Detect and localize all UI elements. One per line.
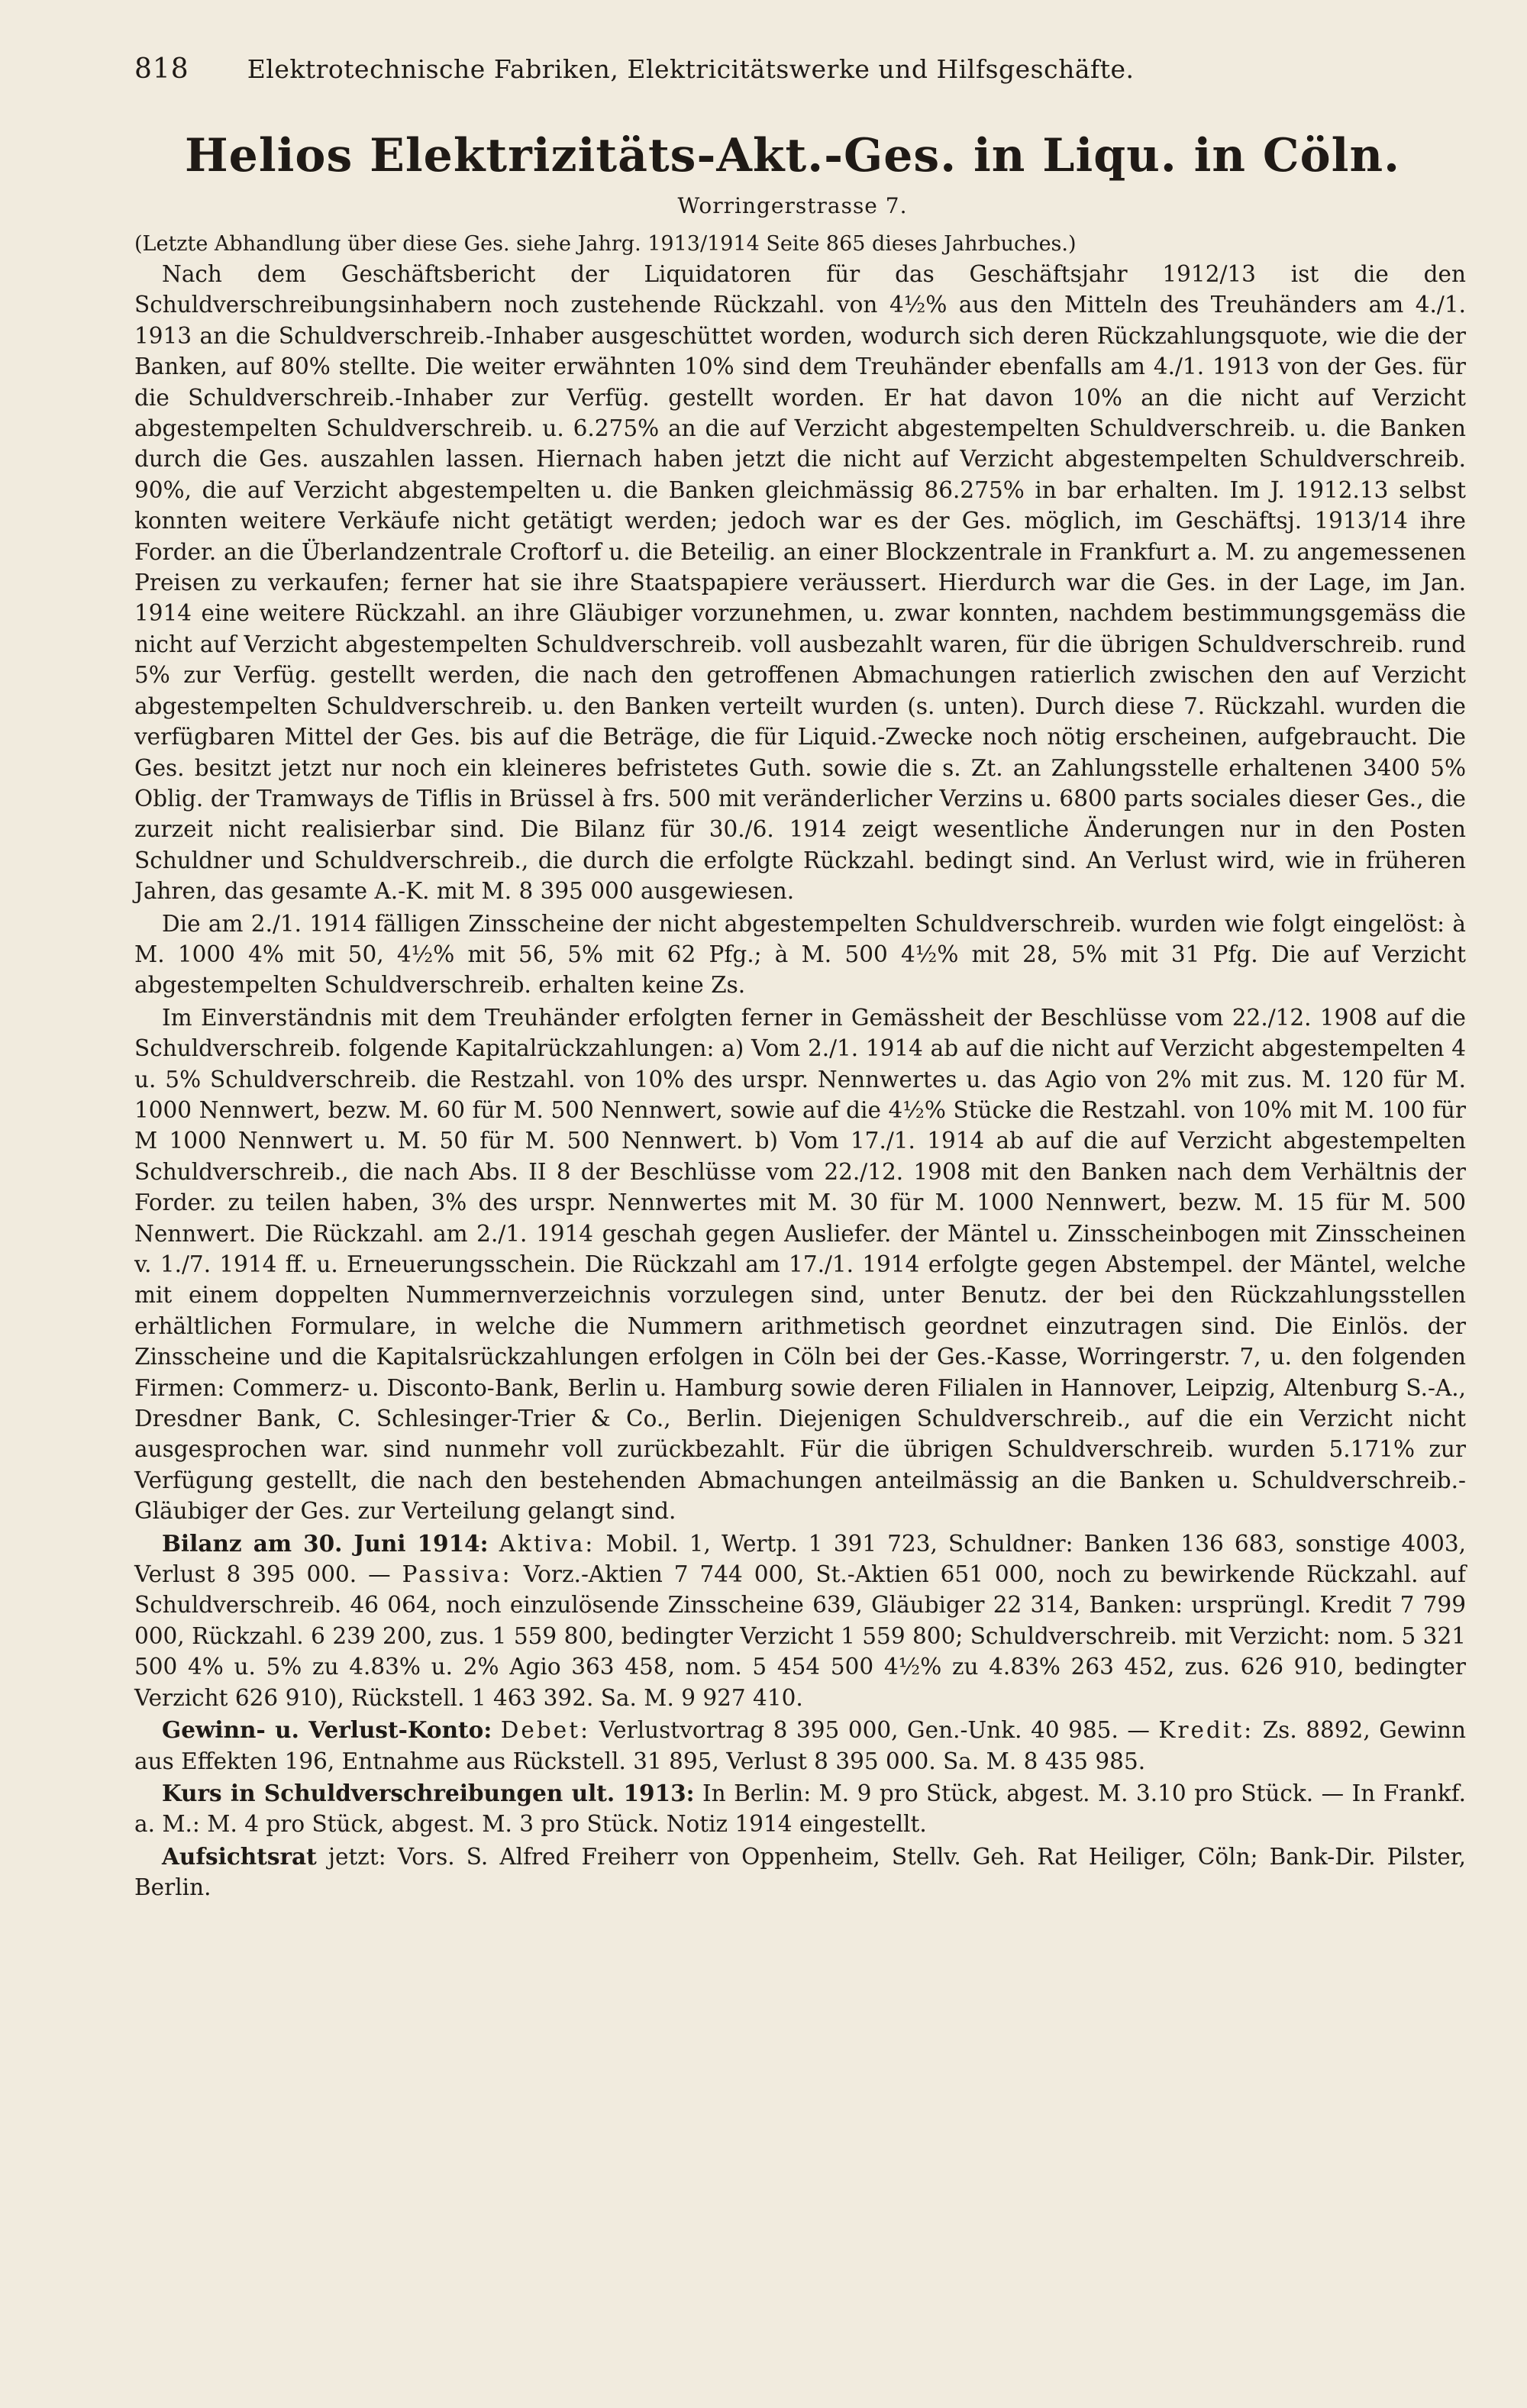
balance-sheet-label: Bilanz am 30. Juni 1914:	[162, 1529, 489, 1557]
page-number: 818	[134, 53, 189, 85]
company-address: Worringerstrasse 7.	[677, 193, 908, 218]
supervisory-board-label: Aufsichtsrat	[162, 1842, 317, 1870]
paragraph-profit-loss	[134, 1715, 1466, 1777]
paragraph-repayments: Im Einverständnis mit dem Treuhänder erfolgten ferner in Gemässheit der Beschlüsse vom 22./12. 1908 auf die Schuldverschreib. folgende Kapitalrückzahlungen: a) Vom 2./1. 1914 ab auf die nicht auf Verzicht abgestempelten 4 u. 5% Schuldverschreib. die Restzahl. von 10% des urspr. Nennwertes u. das Agio von 2% mit zus. M. 120 für M. 1000 Nennwert, bezw. M. 60 für M. 500 Nennwert, sowie auf die 4½% Stücke die Restzahl. von 10% mit M. 100 für M 1000 Nennwert u. M. 50 für M. 500 Nennwert. b) Vom 17./1. 1914 ab auf die auf Verzicht abgestempelten Schuldverschreib., die nach Abs. II 8 der Beschlüsse vom 22./12. 1908 mit den Banken nach dem Verhältnis der Forder. zu teilen haben, 3% des urspr. Nennwertes mit M. 30 für M. 1000 Nennwert, bezw. M. 15 für M. 500 Nennwert. Die Rückzahl. am 2./1. 1914 geschah gegen Ausliefer. der Mäntel u. Zinsscheinbogen mit Zinsscheinen v. 1./7. 1914 ff. u. Erneuerungsschein. Die Rückzahl am 17./1. 1914 erfolgte gegen Abstempel. der Mäntel, welche mit einem doppelten Nummernverzeichnis vorzulegen sind, unter Benutz. der bei den Rückzahlungsstellen erhältlichen Formulare, in welche die Nummern arithmetisch geordnet einzutragen sind. Die Einlös. der Zinsscheine und die Kapitalsrückzahlungen erfolgen in Cöln bei der Ges.-Kasse, Worringerstr. 7, u. den folgenden Firmen: Commerz- u. Disconto-Bank, Berlin u. Hamburg sowie deren Filialen in Hannover, Leipzig, Altenburg S.-A., Dresdner Bank, C. Schlesinger-Trier & Co., Berlin. Diejenigen Schuldverschreib., auf die ein Verzicht nicht ausgesprochen war. sind nunmehr voll zurückbezahlt. Für die übrigen Schuldverschreib. wurden 5.171% zur Verfügung gestellt, die nach den bestehenden Abmachungen anteilmässig an die Banken u. Schuldverschreib.-Gläubiger der Ges. zur Verteilung gelangt sind.	[134, 1004, 1466, 1525]
running-head	[134, 53, 1466, 85]
paragraph-supervisory-board	[134, 1842, 1466, 1903]
body-text	[134, 259, 1466, 1903]
title-block	[119, 129, 1466, 218]
debit-text: Verlustvortrag 8 395 000, Gen.-Unk. 40 985. —	[599, 1717, 1150, 1744]
paragraph-balance-sheet	[134, 1528, 1466, 1713]
bond-prices-text: In Berlin: M. 9 pro Stück, abgest. M. 3.10 pro Stück. — In Frankf. a. M.: M. 4 pro Stück, abgest. M. 3 pro Stück. Notiz 1914 eingestellt.	[134, 1780, 1466, 1838]
liabilities-text: Vorz.-Aktien 7 744 000, St.-Aktien 651 000, noch zu bewirkende Rückzahl. auf Schuldverschreib. 46 064, noch einzulösende Zinsscheine 639, Gläubiger 22 314, Banken: ursprüngl. Kredit 7 799 000, Rückzahl. 6 239 200, zus. 1 559 800, bedingter Verzicht 1 559 800; Schuldverschreib. mit Verzicht: nom. 5 321 500 4% u. 5% zu 4.83% u. 2% Agio 363 458, nom. 5 454 500 4½% zu 4.83% 263 452, zus. 626 910, bedingter Verzicht 626 910), Rückstell. 1 463 392. Sa. M. 9 927 410.	[134, 1561, 1466, 1711]
profit-loss-label: Gewinn- u. Verlust-Konto:	[162, 1716, 492, 1744]
credit-label: Kredit:	[1158, 1717, 1254, 1744]
paragraph-coupons: Die am 2./1. 1914 fälligen Zinsscheine der nicht abgestempelten Schuldverschreib. wurden wie folgt eingelöst: à M. 1000 4% mit 50, 4½% mit 56, 5% mit 62 Pfg.; à M. 500 4½% mit 28, 5% mit 31 Pfg. Die auf Verzicht abgestempelten Schuldverschreib. erhalten keine Zs.	[134, 910, 1466, 999]
paragraph-bond-prices	[134, 1778, 1466, 1840]
reference-note: (Letzte Abhandlung über diese Ges. siehe Jahrg. 1913/1914 Seite 865 dieses Jahrbuches.)	[134, 232, 1077, 256]
assets-text: Mobil. 1, Wertp. 1 391 723, Schuldner: Banken 136 683, sonstige 4003, Verlust 8 395 000. —	[134, 1530, 1466, 1588]
assets-label: Aktiva:	[499, 1530, 596, 1557]
credit-text: Zs. 8892, Gewinn aus Effekten 196, Entnahme aus Rückstell. 31 895, Verlust 8 395 000. Sa. M. 8 435 985.	[134, 1717, 1466, 1774]
bond-prices-label: Kurs in Schuldverschreibungen ult. 1913:	[162, 1779, 695, 1806]
company-title: Helios Elektrizitäts-Akt.-Ges. in Liqu. in Cöln.	[184, 129, 1400, 182]
running-title: Elektrotechnische Fabriken, Elektricitätswerke und Hilfsgeschäfte.	[247, 54, 1135, 84]
paragraph-liquidation-report: Nach dem Geschäftsbericht der Liquidatoren für das Geschäftsjahr 1912/13 ist die den Schuldverschreibungsinhabern noch zustehende Rückzahl. von 4½% aus den Mitteln des Treuhänders am 4./1. 1913 an die Schuldverschreib.-Inhaber ausgeschüttet worden, wodurch sich deren Rückzahlungsquote, wie die der Banken, auf 80% stellte. Die weiter erwähnten 10% sind dem Treuhänder ebenfalls am 4./1. 1913 von der Ges. für die Schuldverschreib.-Inhaber zur Verfüg. gestellt worden. Er hat davon 10% an die nicht auf Verzicht abgestempelten Schuldverschreib. u. 6.275% an die auf Verzicht abgestempelten Schuldverschreib. u. die Banken durch die Ges. auszahlen lassen. Hiernach haben jetzt die nicht auf Verzicht abgestempelten Schuldverschreib. 90%, die auf Verzicht abgestempelten u. die Banken gleichmässig 86.275% in bar erhalten. Im J. 1912.13 selbst konnten weitere Verkäufe nicht getätigt werden; jedoch war es der Ges. möglich, im Geschäftsj. 1913/14 ihre Forder. an die Überlandzentrale Croftorf u. die Beteilig. an einer Blockzentrale in Frankfurt a. M. zu angemessenen Preisen zu verkaufen; ferner hat sie ihre Staatspapiere veräussert. Hierdurch war die Ges. in der Lage, im Jan. 1914 eine weitere Rückzahl. an ihre Gläubiger vorzunehmen, u. zwar konnten, nachdem bestimmungsgemäss die nicht auf Verzicht abgestempelten Schuldverschreib. voll ausbezahlt waren, für die übrigen Schuldverschreib. rund 5% zur Verfüg. gestellt werden, die nach den getroffenen Abmachungen ratierlich zwischen den auf Verzicht abgestempelten Schuldverschreib. u. den Banken verteilt wurden (s. unten). Durch diese 7. Rückzahl. wurden die verfügbaren Mittel der Ges. bis auf die Beträge, die für Liquid.-Zwecke noch nötig erscheinen, aufgebraucht. Die Ges. besitzt jetzt nur noch ein kleineres befristetes Guth. sowie die s. Zt. an Zahlungsstelle erhaltenen 3400 5% Oblig. der Tramways de Tiflis in Brüssel à frs. 500 mit veränderlicher Verzins u. 6800 parts sociales dieser Ges., die zurzeit nicht realisierbar sind. Die Bilanz für 30./6. 1914 zeigt wesentliche Änderungen nur in den Posten Schuldner und Schuldverschreib., die durch die erfolgte Rückzahl. bedingt sind. An Verlust wird, wie in früheren Jahren, das gesamte A.-K. mit M. 8 395 000 ausgewiesen.	[134, 261, 1466, 905]
supervisory-board-text: jetzt: Vors. S. Alfred Freiherr von Oppenheim, Stellv. Geh. Rat Heiliger, Cöln; Bank-Dir. Pilster, Berlin.	[134, 1843, 1466, 1901]
debit-label: Debet:	[500, 1717, 591, 1744]
liabilities-label: Passiva:	[402, 1561, 512, 1588]
